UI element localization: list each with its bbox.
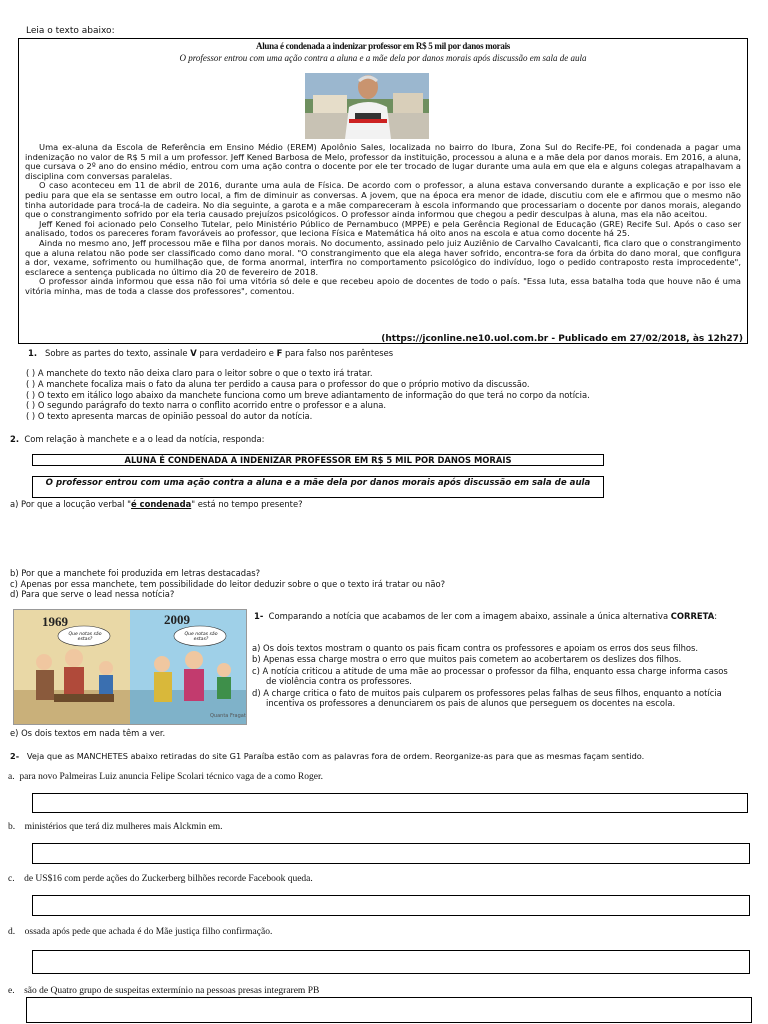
cartoon-speech-right: Que notas são estas?	[184, 632, 218, 642]
lead-box: O professor entrou com uma ação contra a aluna e a mãe dela por danos morais após discussão em sala de aula	[32, 476, 604, 498]
cartoon-image	[13, 609, 247, 725]
answer-box-b[interactable]	[32, 843, 750, 864]
item-text: de US$16 com perde ações do Zuckerberg bilhões recorde Facebook queda.	[24, 874, 313, 884]
item-text: para novo Palmeiras Luiz anuncia Felipe Scolari técnico vaga de a como Roger.	[19, 772, 323, 782]
question-text: para verdadeiro e	[196, 348, 277, 358]
item-label: d.	[8, 927, 16, 937]
question-text: Comparando a notícia que acabamos de ler com a imagem abaixo, assinale a única alternativa	[268, 611, 671, 621]
scrambled-headline-e	[8, 986, 319, 996]
question-2b: b) Por que a manchete foi produzida em letras destacadas?	[10, 568, 261, 578]
question-text: " está no tempo presente?	[191, 499, 303, 509]
true-false-list	[26, 368, 590, 422]
option-c[interactable]: c) A notícia criticou a atitude de uma mãe ao processar o professor da filha, enquanto essa charge informa casos de violência contra os professores.	[252, 665, 728, 687]
question-3	[254, 611, 732, 622]
option-d[interactable]: d) A charge critica o fato de muitos pais culparem os professores pelas falhas de seus filhos, enquanto a notícia incentiva os professores a denunciarem os pais de alunos que perseguem os docentes na escola.	[252, 687, 722, 709]
question-number: 1-	[254, 611, 264, 621]
article-photo	[305, 73, 429, 139]
article-source: (https://jconline.ne10.uol.com.br - Publicado em 27/02/2018, às 12h27)	[381, 334, 743, 344]
item-text: ministérios que terá diz mulheres mais Alckmin em.	[24, 822, 223, 832]
question-text: a) Por que a locução verbal "	[10, 499, 132, 509]
question-text: Veja que as MANCHETES abaixo retiradas do site G1 Paraíba estão com as palavras fora de ordem. Reorganize-as para que as mesmas façam sentido.	[26, 751, 645, 761]
question-number: 2.	[10, 434, 20, 444]
question-number: 1.	[28, 348, 38, 358]
cartoon-year-left: 1969	[42, 614, 68, 629]
article-paragraph: Ainda no mesmo ano, Jeff processou mãe e filha por danos morais. No documento, assinado pelo juiz Auziênio de Carvalho Cavalcanti, fica claro que o constrangimento que a aluna relatou não pode ser classificado como dano moral. "O constrangimento que ela alega haver sofrido, encontra-se fora da órbita do dano moral, que configura a dor, vexame, sofrimento ou humilhação que, de forma anormal, interfira no comportamento psicológico do indivíduo, logo o pedido contraposto resta improcedente", esclarece a sentença publicada no último dia 20 de fevereiro de 2018.	[25, 237, 741, 277]
article-paragraph: O professor ainda informou que essa não foi uma vitória só dele e que recebeu apoio de docentes de todo o país. "Essa luta, essa batalha toda que houve não é uma vitória minha, mas de toda a classe dos professores", comentou.	[25, 276, 741, 296]
option-a[interactable]: a) Os dois textos mostram o quanto os pais ficam contra os professores e apoiam os erros dos seus filhos.	[252, 643, 699, 653]
answer-box-d[interactable]	[32, 950, 750, 974]
article-lead: O professor entrou com uma ação contra a aluna e a mãe dela por danos morais após discussão em sala de aula	[179, 53, 587, 63]
scrambled-headline-b	[8, 822, 223, 832]
item-label: c.	[8, 874, 15, 884]
question-2-items	[10, 568, 445, 600]
scrambled-headline-c	[8, 874, 313, 884]
question-text: para falso nos parênteses	[282, 348, 394, 358]
item-label: a.	[8, 772, 15, 782]
article-paragraph: Jeff Kened foi acionado pelo Conselho Tutelar, pelo Ministério Público de Pernambuco (MPPE) e pela Gerência Regional de Educação (GRE) Recife Sul. Após o caso ser analisado, todos os pareceres foram favoráveis ao professor, que leciona Física e Matemática há oito anos na escola e atua como docente há 25.	[25, 218, 741, 239]
true-false-item[interactable]: ( ) O texto em itálico logo abaixo da manchete funciona como um breve adiantamento de informação do que terá no corpo da notícia.	[26, 389, 590, 400]
item-label: e.	[8, 986, 15, 996]
answer-box-c[interactable]	[32, 895, 750, 916]
cartoon-speech-left: Que notas são estas?	[68, 632, 102, 642]
question-4	[10, 751, 644, 761]
question-1	[28, 348, 393, 358]
article-body	[25, 143, 741, 297]
scrambled-headline-d	[8, 927, 272, 937]
question-text: Com relação à manchete e a o lead da notícia, responda:	[24, 434, 265, 444]
article-paragraph: O caso aconteceu em 11 de abril de 2016, durante uma aula de Física. De acordo com o professor, a aluna estava conversando durante a explicação e por isso ele pediu para que ela se sentasse em outro local, a fim de diminuir as conversas. A jovem, que na época era menor de idade, discutiu com ele e afirmou que o mesmo não tinha autoridade para trocá-la de cadeira. No dia seguinte, a garota e a mãe compareceram à escola informando que processariam o docente por danos morais, alegando que o constrangimento sofrido por ela teria causado prejuízos psicológicos. O professor ainda informou que chegou a pedir desculpas à aluna, mas ela não aceitou.	[25, 180, 741, 220]
scrambled-headline-a	[8, 772, 323, 782]
item-text: ossada após pede que achada é do Mãe justiça filho confirmação.	[24, 927, 273, 937]
answer-box-e[interactable]	[26, 997, 752, 1023]
article-headline: Aluna é condenada a indenizar professor em R$ 5 mil por danos morais	[256, 41, 510, 51]
question-2c: c) Apenas por essa manchete, tem possibilidade do leitor deduzir sobre o que o texto irá tratar ou não?	[10, 578, 446, 589]
true-false-item[interactable]: ( ) O texto apresenta marcas de opinião pessoal do autor da notícia.	[26, 411, 313, 422]
article-paragraph: Uma ex-aluna da Escola de Referência em Ensino Médio (EREM) Apolônio Sales, localizada no bairro do Ibura, Zona Sul do Recife-PE, foi condenada a pagar uma indenização no valor de R$ 5 mil a um professor. Jeff Kened Barbosa de Melo, professor da instituição, processou a aluna e a mãe dela por danos morais. Em 2016, a aluna, que cursava o 2º ano do ensino médio, entrou com uma ação contra o docente por ele ter trocado de lugar durante uma aula em que ela e alguns colegas atrapalhavam a disciplina com conversas paralelas.	[25, 142, 741, 181]
option-b[interactable]: b) Apenas essa charge mostra o erro que muitos pais cometem ao acobertarem os deslizes dos filhos.	[252, 654, 682, 665]
highlighted-term: é condenada	[131, 499, 192, 509]
correct-label: CORRETA	[670, 611, 715, 621]
question-3-options	[252, 643, 736, 708]
question-text: :	[714, 611, 718, 621]
item-text: são de Quatro grupo de suspeitas extermínio na pessoas presas integrarem PB	[24, 986, 320, 996]
cartoon-signature: Quanta Fragat	[210, 713, 246, 719]
question-text: Sobre as partes do texto, assinale	[45, 348, 191, 358]
answer-box-a[interactable]	[32, 793, 748, 813]
true-false-item[interactable]: ( ) A manchete do texto não deixa claro para o leitor sobre o que o texto irá tratar.	[26, 368, 373, 378]
true-false-item[interactable]: ( ) A manchete focaliza mais o fato da aluna ter perdido a causa para o professor do que o próprio motivo da discussão.	[26, 378, 530, 389]
question-2d: d) Para que serve o lead nessa notícia?	[10, 589, 175, 599]
option-e[interactable]: e) Os dois textos em nada têm a ver.	[10, 728, 166, 738]
question-2a	[10, 499, 303, 509]
headline-box: ALUNA É CONDENADA A INDENIZAR PROFESSOR EM R$ 5 MIL POR DANOS MORAIS	[32, 454, 604, 466]
f-label: F	[276, 348, 283, 358]
news-article	[18, 38, 748, 344]
item-label: b.	[8, 822, 16, 832]
cartoon-year-right: 2009	[164, 612, 190, 627]
question-2	[10, 434, 264, 444]
instruction: Leia o texto abaixo:	[26, 26, 115, 36]
question-number: 2-	[10, 751, 20, 761]
v-label: V	[190, 348, 197, 358]
true-false-item[interactable]: ( ) O segundo parágrafo do texto narra o conflito acorrido entre o professor e a aluna.	[26, 400, 387, 411]
